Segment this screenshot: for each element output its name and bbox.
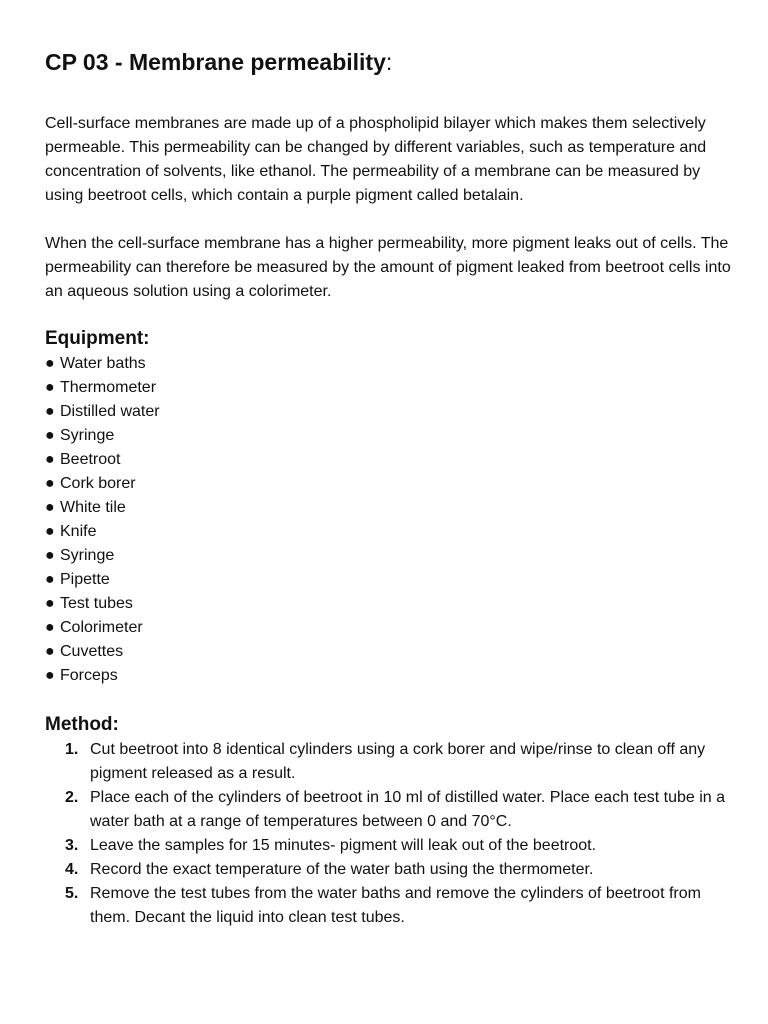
bullet-icon: ● bbox=[45, 475, 55, 492]
equipment-item-label: Forceps bbox=[60, 667, 118, 684]
bullet-icon: ● bbox=[45, 571, 55, 588]
equipment-item bbox=[45, 520, 735, 544]
bullet-icon: ● bbox=[45, 499, 55, 516]
method-list bbox=[45, 738, 735, 930]
equipment-item-label: Cork borer bbox=[60, 475, 136, 492]
method-heading: Method: bbox=[45, 714, 119, 735]
method-step-text: Cut beetroot into 8 identical cylinders using a cork borer and wipe/rinse to clean off any pigment released as a result. bbox=[90, 741, 706, 782]
bullet-icon: ● bbox=[45, 619, 55, 636]
bullet-icon: ● bbox=[45, 355, 55, 372]
equipment-item-label: Distilled water bbox=[60, 403, 160, 420]
intro-paragraph: Cell-surface membranes are made up of a phospholipid bilayer which makes them selectively permeable. This permeability can be changed by different variables, such as temperature and concentration of solvents, like ethanol. The permeability of a membrane can be measured by using beetroot cells, which contain a purple pigment called betalain. bbox=[45, 115, 707, 204]
bullet-icon: ● bbox=[45, 451, 55, 468]
equipment-item-label: Knife bbox=[60, 523, 97, 540]
equipment-item-label: Syringe bbox=[60, 547, 115, 564]
method-step-text: Record the exact temperature of the water bath using the thermometer. bbox=[90, 861, 594, 878]
equipment-item bbox=[45, 376, 735, 400]
equipment-item bbox=[45, 400, 735, 424]
intro-paragraph: When the cell-surface membrane has a higher permeability, more pigment leaks out of cells. The permeability can therefore be measured by the amount of pigment leaked from beetroot cells into an aqueous solution using a colorimeter. bbox=[45, 235, 731, 300]
equipment-item-label: Pipette bbox=[60, 571, 110, 588]
method-step-text: Leave the samples for 15 minutes- pigment will leak out of the beetroot. bbox=[90, 837, 597, 854]
method-step-text: Remove the test tubes from the water baths and remove the cylinders of beetroot from them. Decant the liquid into clean test tubes. bbox=[90, 885, 701, 926]
document-page bbox=[45, 46, 735, 930]
equipment-item bbox=[45, 544, 735, 568]
equipment-item-label: Syringe bbox=[60, 427, 115, 444]
method-step bbox=[45, 834, 735, 858]
equipment-item bbox=[45, 472, 735, 496]
equipment-item-label: Cuvettes bbox=[60, 643, 124, 660]
equipment-item bbox=[45, 496, 735, 520]
equipment-list bbox=[45, 352, 735, 688]
bullet-icon: ● bbox=[45, 667, 55, 684]
method-step-number: 2. bbox=[65, 789, 79, 806]
method-step-number: 5. bbox=[65, 885, 79, 902]
page-title bbox=[45, 46, 735, 78]
method-step-number: 3. bbox=[65, 837, 79, 854]
equipment-item-label: Test tubes bbox=[60, 595, 133, 612]
equipment-heading: Equipment: bbox=[45, 328, 150, 349]
bullet-icon: ● bbox=[45, 643, 55, 660]
method-step bbox=[45, 882, 735, 930]
equipment-item bbox=[45, 448, 735, 472]
equipment-item bbox=[45, 592, 735, 616]
equipment-item-label: Colorimeter bbox=[60, 619, 143, 636]
method-step bbox=[45, 786, 735, 834]
bullet-icon: ● bbox=[45, 547, 55, 564]
equipment-item-label: Water baths bbox=[60, 355, 146, 372]
page-title-colon: : bbox=[385, 49, 393, 75]
equipment-item bbox=[45, 352, 735, 376]
bullet-icon: ● bbox=[45, 595, 55, 612]
equipment-item bbox=[45, 424, 735, 448]
equipment-item bbox=[45, 640, 735, 664]
equipment-item bbox=[45, 568, 735, 592]
method-step bbox=[45, 858, 735, 882]
bullet-icon: ● bbox=[45, 379, 55, 396]
equipment-item bbox=[45, 664, 735, 688]
method-step bbox=[45, 738, 735, 786]
method-step-text: Place each of the cylinders of beetroot in 10 ml of distilled water. Place each test tube in a water bath at a range of temperatures between 0 and 70°C. bbox=[90, 789, 726, 830]
bullet-icon: ● bbox=[45, 403, 55, 420]
method-step-number: 1. bbox=[65, 741, 79, 758]
method-step-number: 4. bbox=[65, 861, 79, 878]
equipment-item-label: Thermometer bbox=[60, 379, 157, 396]
page-title-text: CP 03 - Membrane permeability bbox=[45, 49, 386, 75]
equipment-item-label: Beetroot bbox=[60, 451, 121, 468]
equipment-item bbox=[45, 616, 735, 640]
bullet-icon: ● bbox=[45, 427, 55, 444]
equipment-item-label: White tile bbox=[60, 499, 126, 516]
bullet-icon: ● bbox=[45, 523, 55, 540]
